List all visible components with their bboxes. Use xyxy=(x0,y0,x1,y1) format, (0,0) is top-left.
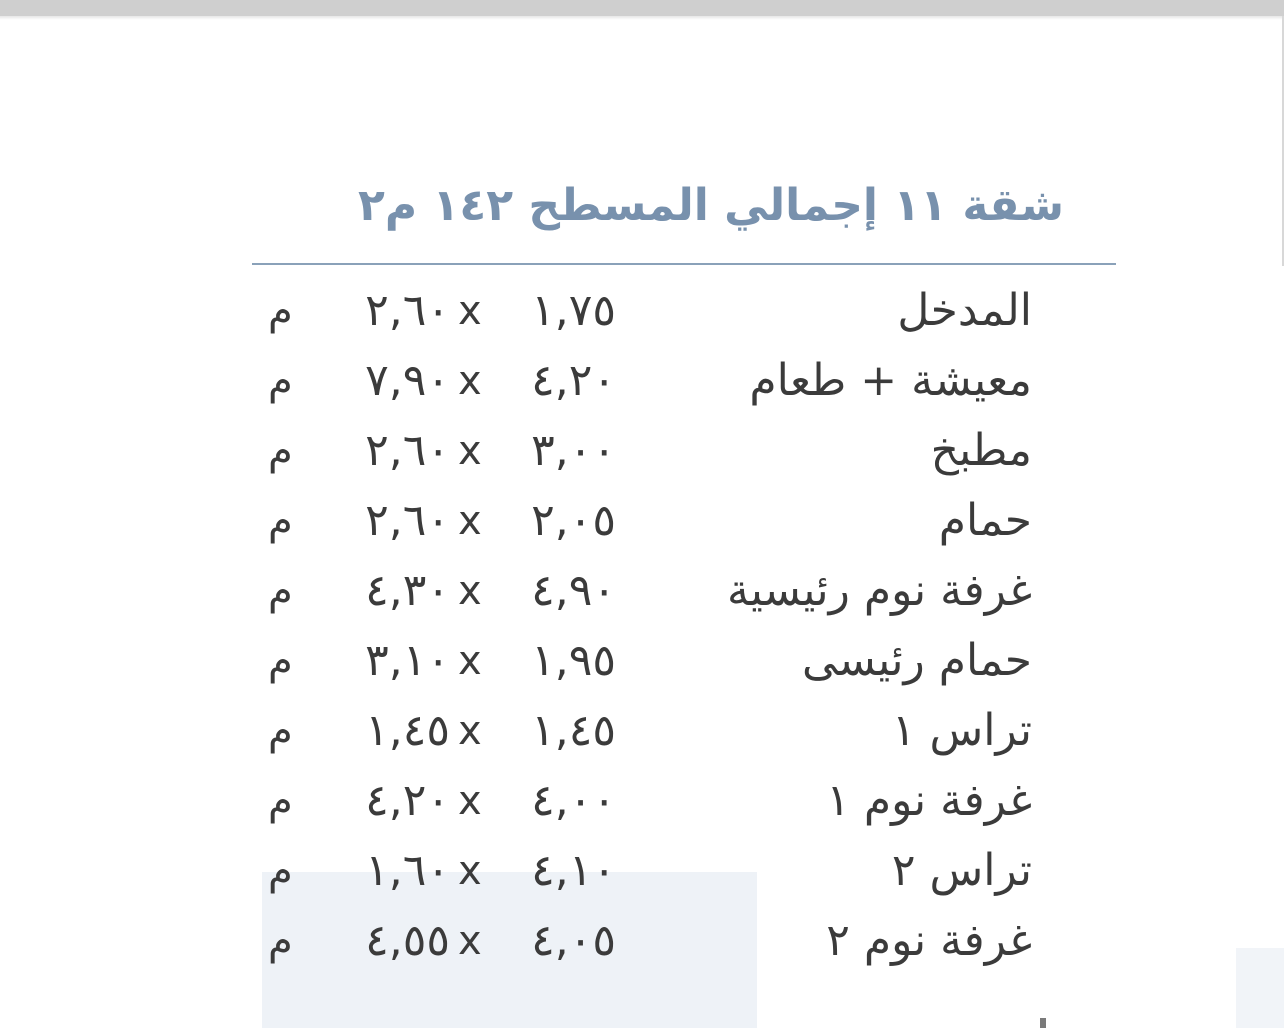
table-row xyxy=(0,416,1284,486)
unit-label: م xyxy=(268,778,293,824)
room-width: ٤,٢٠ xyxy=(531,355,616,406)
room-name: مطبخ xyxy=(930,425,1032,476)
dimension-separator: x xyxy=(458,708,482,754)
unit-label: م xyxy=(268,708,293,754)
table-row xyxy=(0,276,1284,346)
table-row xyxy=(0,556,1284,626)
title-divider xyxy=(252,263,1116,265)
room-width: ٤,٩٠ xyxy=(531,565,616,616)
dimension-separator: x xyxy=(458,778,482,824)
dimension-separator: x xyxy=(458,428,482,474)
dimension-separator: x xyxy=(458,358,482,404)
dimension-separator: x xyxy=(458,288,482,334)
room-name: تراس ١ xyxy=(891,705,1032,756)
apartment-title: شقة ١١ إجمالي المسطح ١٤٢ م٢ xyxy=(358,180,1064,231)
unit-label: م xyxy=(268,918,293,964)
room-length: ٤,٥٥ xyxy=(365,915,450,966)
room-name: معيشة + طعام xyxy=(749,355,1032,406)
dimension-separator: x xyxy=(458,638,482,684)
room-name: حمام xyxy=(938,495,1032,546)
room-width: ١,٧٥ xyxy=(531,285,616,336)
unit-label: م xyxy=(268,498,293,544)
room-name: تراس ٢ xyxy=(891,845,1032,896)
table-row xyxy=(0,906,1284,976)
room-length: ١,٤٥ xyxy=(365,705,450,756)
room-length: ٤,٢٠ xyxy=(365,775,450,826)
dimension-separator: x xyxy=(458,848,482,894)
unit-label: م xyxy=(268,848,293,894)
table-row xyxy=(0,626,1284,696)
unit-label: م xyxy=(268,568,293,614)
room-name: غرفة نوم ١ xyxy=(826,775,1032,826)
room-width: ١,٩٥ xyxy=(531,635,616,686)
room-length: ٣,١٠ xyxy=(365,635,450,686)
table-row xyxy=(0,486,1284,556)
room-width: ١,٤٥ xyxy=(531,705,616,756)
room-length: ٤,٣٠ xyxy=(365,565,450,616)
table-row xyxy=(0,836,1284,906)
unit-label: م xyxy=(268,428,293,474)
room-name: غرفة نوم رئيسية xyxy=(727,565,1032,616)
table-row xyxy=(0,346,1284,416)
table-row xyxy=(0,696,1284,766)
table-row xyxy=(0,766,1284,836)
room-length: ٧,٩٠ xyxy=(365,355,450,406)
room-width: ٣,٠٠ xyxy=(531,425,616,476)
room-length: ١,٦٠ xyxy=(365,845,450,896)
top-bar-shadow xyxy=(0,16,1284,20)
background-mark xyxy=(1040,1018,1046,1028)
unit-label: م xyxy=(268,638,293,684)
dimension-separator: x xyxy=(458,918,482,964)
room-width: ٢,٠٥ xyxy=(531,495,616,546)
room-name: حمام رئيسى xyxy=(802,635,1032,686)
room-width: ٤,٠٥ xyxy=(531,915,616,966)
room-width: ٤,١٠ xyxy=(531,845,616,896)
window-top-bar xyxy=(0,0,1284,16)
room-name: المدخل xyxy=(897,285,1032,336)
room-width: ٤,٠٠ xyxy=(531,775,616,826)
dimension-separator: x xyxy=(458,568,482,614)
unit-label: م xyxy=(268,288,293,334)
room-length: ٢,٦٠ xyxy=(365,495,450,546)
dimension-separator: x xyxy=(458,498,482,544)
room-length: ٢,٦٠ xyxy=(365,425,450,476)
room-name: غرفة نوم ٢ xyxy=(826,915,1032,966)
room-length: ٢,٦٠ xyxy=(365,285,450,336)
unit-label: م xyxy=(268,358,293,404)
